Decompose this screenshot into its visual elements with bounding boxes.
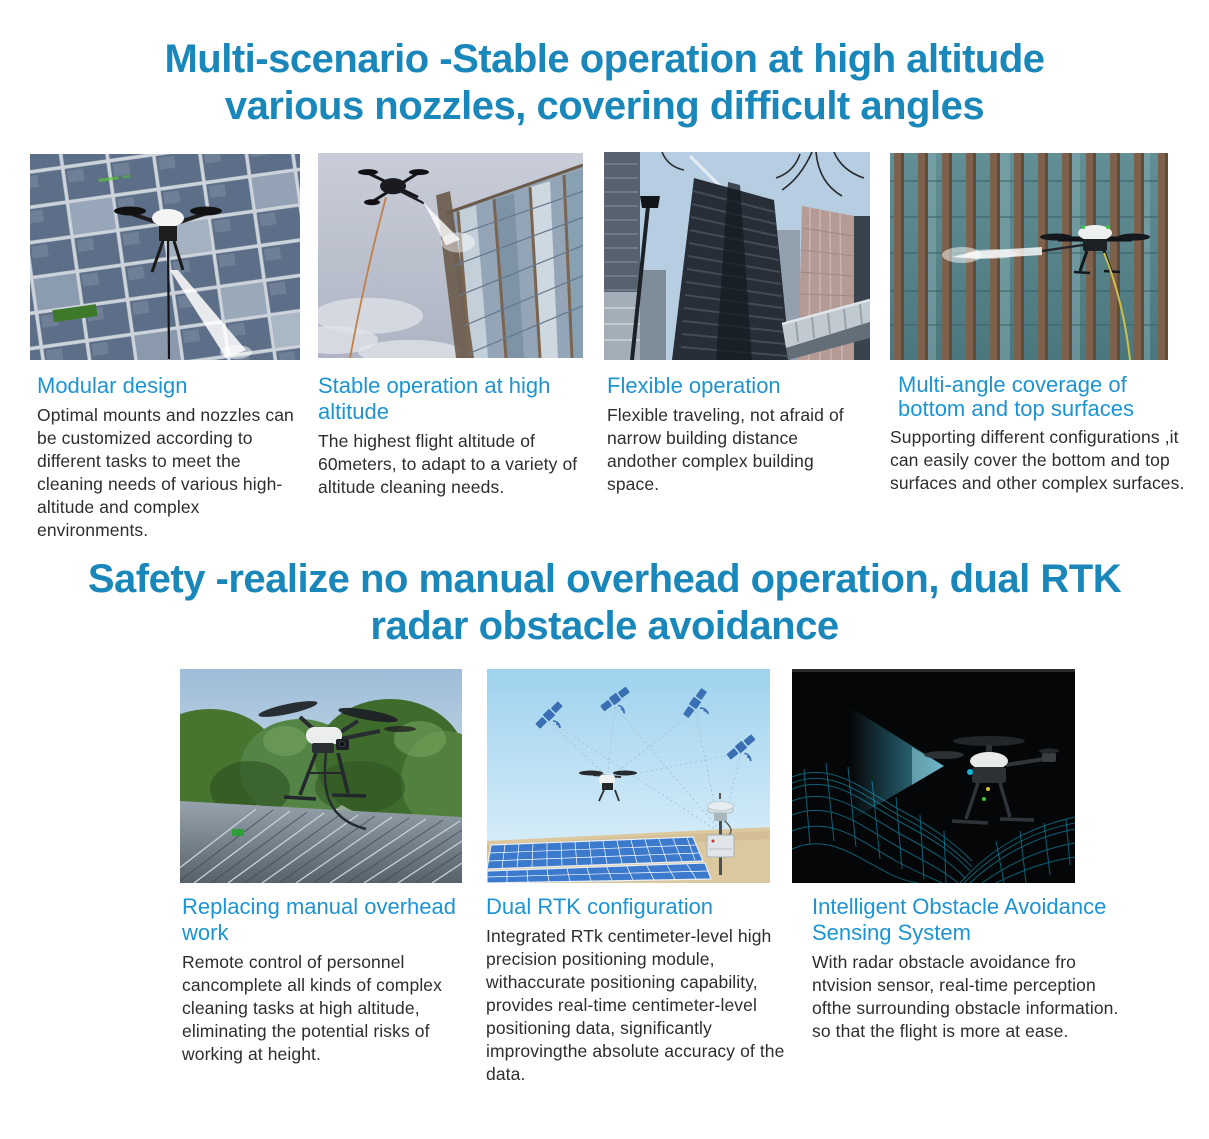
radar-illustration xyxy=(792,669,1075,883)
photo-rtk-satellite-diagram xyxy=(487,669,770,883)
feature-heading: Flexible operation xyxy=(607,373,781,398)
photo-drone-cleaning-solar-panels xyxy=(30,154,300,360)
feature-heading: Multi-angle coverage of bottom and top surfaces xyxy=(898,372,1135,421)
feature-body: Integrated RTk centimeter-level high precision positioning module, withaccurate positioning capability, provides real-time centimeter-level positioning data, significantly improvingthe absolute accuracy of the data. xyxy=(486,926,785,1084)
solar-array xyxy=(487,837,711,883)
glass-facade-illustration xyxy=(318,153,583,358)
photo-drone-spraying-building-fins xyxy=(890,153,1168,360)
feature-body: Supporting different configurations ,it can easily cover the bottom and top surfaces and other complex surfaces. xyxy=(890,427,1185,493)
photo-drone-over-roof xyxy=(180,669,462,883)
feature-obstacle-avoidance xyxy=(812,894,1122,1043)
section1-title-line2: various nozzles, covering difficult angles xyxy=(224,84,985,128)
feature-replacing-manual-work xyxy=(182,894,486,1066)
photo-drone-spraying-glass-facade xyxy=(318,153,583,358)
feature-body: Remote control of personnel cancomplete all kinds of complex cleaning tasks at high altitude, eliminating the potential risks of working at height. xyxy=(182,952,442,1064)
feature-multi-angle-coverage xyxy=(890,373,1196,495)
feature-heading: Intelligent Obstacle Avoidance Sensing System xyxy=(812,894,1107,945)
feature-stable-operation xyxy=(318,373,594,499)
feature-heading: Modular design xyxy=(37,373,188,398)
feature-flexible-operation xyxy=(607,373,867,496)
roof-illustration xyxy=(180,669,462,883)
section1-title xyxy=(0,36,1209,130)
photo-city-skyscrapers xyxy=(604,152,870,360)
rtk-diagram-illustration xyxy=(487,669,770,883)
feature-body: With radar obstacle avoidance fro ntvision sensor, real-time perception ofthe surrounding obstacle information. so that the flight is more at ease. xyxy=(812,952,1119,1041)
photo-obstacle-avoidance-radar xyxy=(792,669,1075,883)
building-fins-illustration xyxy=(890,153,1168,360)
section2-title-line2: radar obstacle avoidance xyxy=(370,604,839,648)
section1-title-line1: Multi-scenario -Stable operation at high altitude xyxy=(164,37,1045,81)
feature-heading: Stable operation at high altitude xyxy=(318,373,551,424)
feature-body: Optimal mounts and nozzles can be customized according to different tasks to meet the cleaning needs of various high-altitude and complex environments. xyxy=(37,405,294,540)
roof-robot xyxy=(232,829,244,836)
feature-heading: Dual RTK configuration xyxy=(486,894,714,919)
feature-body: The highest flight altitude of 60meters, to adapt to a variety of altitude cleaning needs. xyxy=(318,431,578,497)
feature-dual-rtk xyxy=(486,894,796,1086)
solar-panels-illustration xyxy=(30,154,300,360)
section2-title xyxy=(0,556,1209,650)
skyscrapers-illustration xyxy=(604,152,870,360)
feature-heading: Replacing manual overhead work xyxy=(182,894,456,945)
feature-body: Flexible traveling, not afraid of narrow building distance andother complex building space. xyxy=(607,405,844,494)
feature-modular-design xyxy=(37,373,295,542)
section2-title-line1: Safety -realize no manual overhead operation, dual RTK xyxy=(87,557,1122,601)
